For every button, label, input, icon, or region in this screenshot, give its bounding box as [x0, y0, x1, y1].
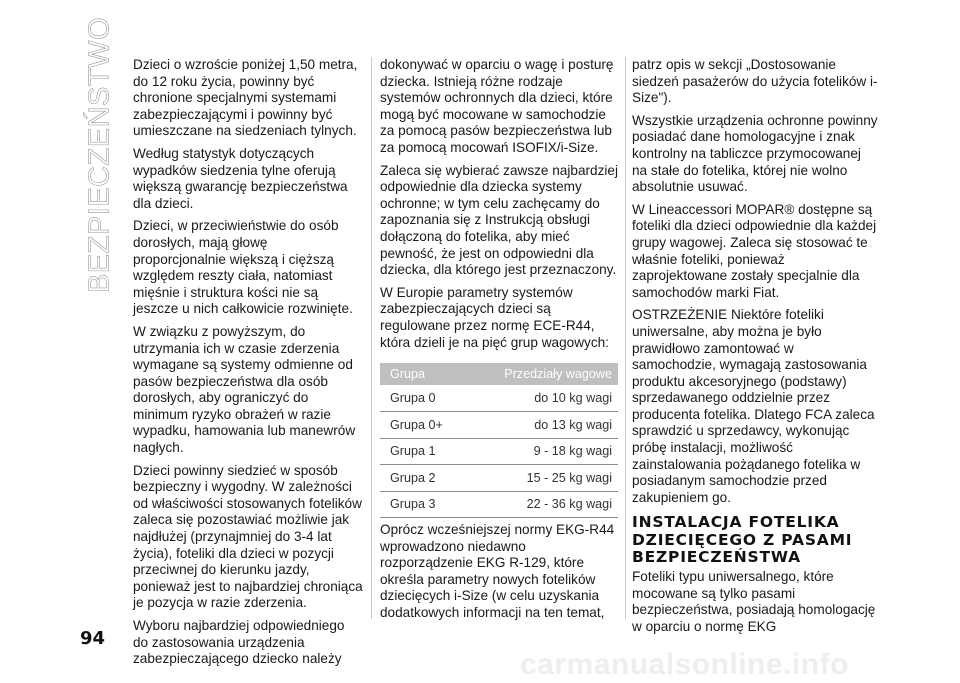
paragraph: Foteliki typu uniwersalnego, które mocowane są tylko pasami bezpieczeństwa, posiadają homologację w oparciu o normę EKG: [632, 568, 876, 634]
cell-group: Grupa 0+: [380, 412, 463, 439]
paragraph: patrz opis w sekcji „Dostosowanie siedzeń pasażerów do użycia fotelików i-Size").: [632, 57, 878, 106]
header-group: Grupa: [380, 363, 463, 385]
paragraph: Dzieci, w przeciwieństwie do osób dorosłych, mają głowę proporcjonalnie większą i cięższą względem reszty ciała, natomiast mięśnie i struktura kości nie są jeszcze u nich całkowicie rozwinięte.: [133, 218, 353, 317]
paragraph: W Europie parametry systemów zabezpieczających dzieci są regulowane przez normę ECE-R44, która dzieli je na pięć grup wagowych:: [380, 284, 609, 350]
table-row: [380, 465, 618, 492]
cell-range: do 10 kg wagi: [463, 385, 618, 412]
cell-group: Grupa 2: [380, 465, 463, 492]
column-3: [632, 57, 878, 641]
cell-group: Grupa 1: [380, 438, 463, 465]
cell-range: 9 - 18 kg wagi: [463, 438, 618, 465]
table-row: [380, 412, 618, 439]
cell-group: Grupa 3: [380, 491, 463, 518]
paragraph: W związku z powyższym, do utrzymania ich w czasie zderzenia wymagane są systemy odmienne od pasów bezpieczeństwa dla osób dorosłych, aby ograniczyć do minimum ryzyko obrażeń w razie wypadku, hamowania lub manewrów nagłych.: [133, 323, 356, 456]
weight-groups-table: [380, 363, 618, 518]
cell-group: Grupa 0: [380, 385, 463, 412]
paragraph: Wyboru najbardziej odpowiedniego do zastosowania urządzenia zabezpieczającego dziecko należy: [133, 618, 345, 667]
table-row: [380, 438, 618, 465]
column-1: [133, 57, 363, 674]
paragraph: W Lineaccessori MOPAR® dostępne są foteliki dla dzieci odpowiednie dla każdej grupy wagowej. Zaleca się stosować te właśnie foteliki, ponieważ zaprojektowane zostały specjalnie dla samochodów marki Fiat.: [632, 201, 877, 300]
paragraph: Zaleca się wybierać zawsze najbardziej odpowiednie dla dziecka systemy ochronne; w tym celu zachęcamy do zapoznania się z Instrukcją obsługi dołączoną do fotelika, aby mieć pewność, że jest on odpowiedni dla dziecka, dla którego jest przeznaczony.: [380, 162, 618, 278]
table-row: [380, 491, 618, 518]
section-title: BEZPIECZEŃSTWO: [83, 16, 116, 294]
section-heading: INSTALACJA FOTELIKA DZIECIĘCEGO Z PASAMI BEZPIECZEŃSTWA: [632, 513, 853, 567]
cell-range: do 13 kg wagi: [463, 412, 618, 439]
column-2: [380, 57, 618, 628]
page-number: 94: [80, 628, 106, 649]
paragraph: Oprócz wcześniejszej normy EKG-R44 wprowadzono niedawno rozporządzenie EKG R-129, które określa parametry nowych fotelików dziecięcych i-Size (w celu uzyskania dodatkowych informacji na ten temat,: [380, 522, 615, 621]
paragraph: Dzieci o wzroście poniżej 1,50 metra, do 12 roku życia, powinny być chronione specjalnymi systemami zabezpieczającymi i powinny być umieszczane na siedzeniach tylnych.: [133, 57, 358, 139]
column-divider: [625, 57, 626, 619]
header-range: Przedziały wagowe: [463, 363, 618, 385]
cell-range: 15 - 25 kg wagi: [463, 465, 618, 492]
table-header-row: [380, 363, 618, 385]
paragraph: Wszystkie urządzenia ochronne powinny posiadać dane homologacyjne i znak kontrolny na tabliczce przymocowanej na stałe do fotelika, której nie wolno absolutnie usuwać.: [632, 112, 878, 195]
paragraph: Dzieci powinny siedzieć w sposób bezpieczny i wygodny. W zależności od właściwości stosowanych fotelików zaleca się pozostawiać możliwie jak najdłużej (przynajmniej do 3-4 lat życia), foteliki dla dzieci w pozycji przeciwnej do kierunku jazdy, ponieważ jest to najbardziej chroniąca je pozycja w razie zderzenia.: [133, 462, 363, 611]
cell-range: 22 - 36 kg wagi: [463, 491, 618, 518]
table-row: [380, 385, 618, 412]
paragraph: Według statystyk dotyczących wypadków siedzenia tylne oferują większą gwarancję bezpieczeństwa dla dzieci.: [133, 145, 348, 211]
column-divider: [371, 57, 372, 619]
paragraph: dokonywać w oparciu o wagę i posturę dziecka. Istnieją różne rodzaje systemów ochronnych dla dzieci, które mogą być mocowane w samochodzie za pomocą pasów bezpieczeństwa lub za pomocą mocowań ISOFIX/i-Size.: [380, 57, 614, 155]
watermark: carmanualsonline.info: [520, 648, 849, 681]
warning-paragraph: OSTRZEŻENIE Niektóre foteliki uniwersalne, aby można je było prawidłowo zamontować w samochodzie, wymagają zastosowania produktu akcesoryjnego (podstawy) sprzedawanego oddzielnie przez producenta fotelika. Dlatego FCA zaleca sprawdzić u sprzedawcy, wykonując próbę instalacji, możliwość zainstalowania pożądanego fotelika w posiadanym samochodzie przed zakupieniem go.: [632, 307, 875, 505]
